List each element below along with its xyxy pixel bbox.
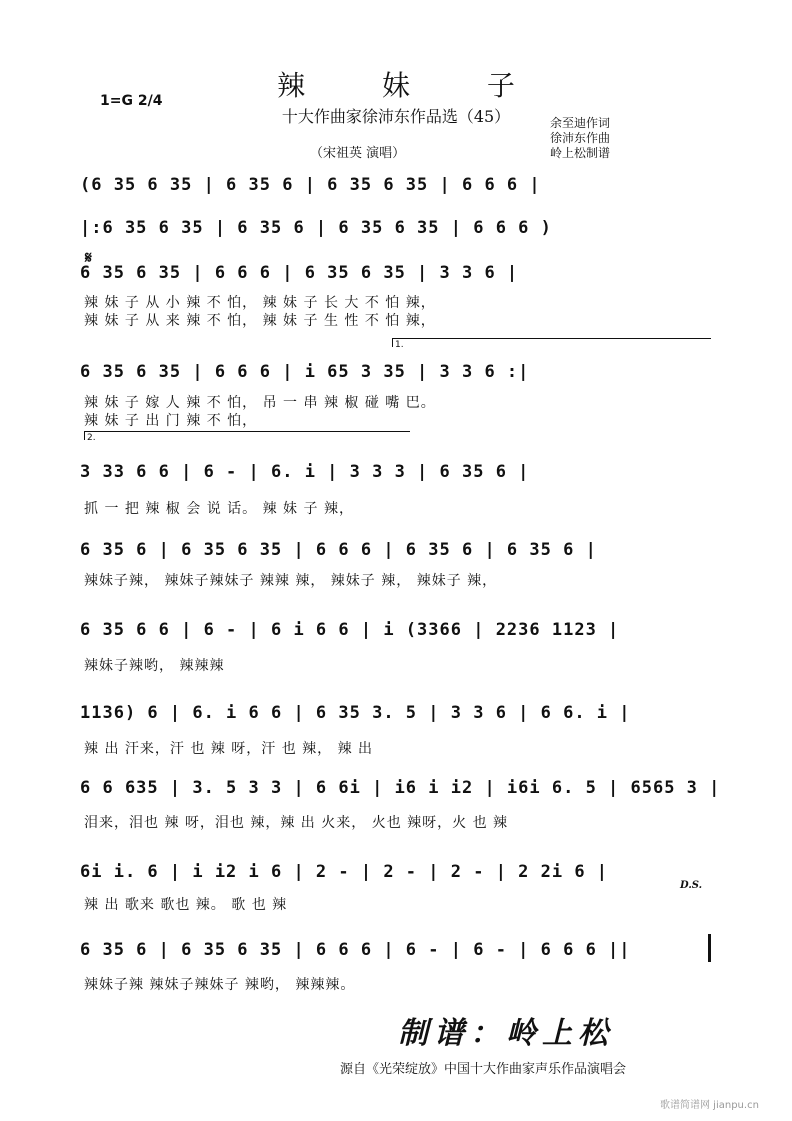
ds-mark: D.S. xyxy=(680,880,703,891)
song-title: 辣 妹 子 xyxy=(277,69,549,102)
score-line-1: (6 35 6 35 | 6 35 6 | 6 35 6 35 | 6 6 6 | xyxy=(80,175,541,195)
score-line-11: 6 35 6 | 6 35 6 35 | 6 6 6 | 6 - | 6 - | 6 6 6 || xyxy=(80,940,631,960)
watermark: 歌谱简谱网 jianpu.cn xyxy=(660,1100,759,1111)
final-barline xyxy=(708,934,711,962)
lyric-line-8: 辣 出 汗来，汗 也 辣 呀，汗 也 辣， 辣 出 xyxy=(84,741,374,757)
transcriber-credit: 岭上松制谱 xyxy=(550,146,611,160)
segno-sign: 𝄋 xyxy=(85,248,92,267)
key-signature: 1=G 2/4 xyxy=(100,93,163,109)
score-line-8: 1136) 6 | 6. i 6 6 | 6 35 3. 5 | 3 3 6 | 6 6. i | xyxy=(80,703,631,723)
lyric-line-11: 辣妹子辣 辣妹子辣妹子 辣哟， 辣辣辣。 xyxy=(84,977,356,993)
volta-bracket-2 xyxy=(84,431,410,440)
lyric-line-4a: 辣 妹 子 嫁 人 辣 不 怕， 吊 一 串 辣 椒 碰 嘴 巴。 xyxy=(84,395,436,411)
source-note: 源自《光荣绽放》中国十大作曲家声乐作品演唱会 xyxy=(340,1062,627,1077)
lyric-line-3b: 辣 妹 子 从 来 辣 不 怕， 辣 妹 子 生 性 不 怕 辣， xyxy=(84,313,436,329)
lyric-line-10: 辣 出 歌来 歌也 辣。 歌 也 辣 xyxy=(84,897,288,913)
lyric-line-5: 抓 一 把 辣 椒 会 说 话。 辣 妹 子 辣， xyxy=(84,501,354,517)
credits xyxy=(550,116,610,161)
score-line-6: 6 35 6 | 6 35 6 35 | 6 6 6 | 6 35 6 | 6 35 6 | xyxy=(80,540,597,560)
score-line-7: 6 35 6 6 | 6 - | 6 i 6 6 | i (3366 | 2236 1123 | xyxy=(80,620,620,640)
score-line-5: 3 33 6 6 | 6 - | 6. i | 3 3 3 | 6 35 6 | xyxy=(80,462,530,482)
score-line-3: 6 35 6 35 | 6 6 6 | 6 35 6 35 | 3 3 6 | xyxy=(80,263,519,283)
score-line-9: 6 6 635 | 3. 5 3 3 | 6 6i | i6 i i2 | i6i 6. 5 | 6565 3 | xyxy=(80,778,721,798)
lyric-line-7: 辣妹子辣哟， 辣辣辣 xyxy=(84,658,225,674)
volta-number-1: 1. xyxy=(395,340,404,350)
transcriber-signature: 制谱：岭上松 xyxy=(398,1016,614,1051)
score-line-2: |:6 35 6 35 | 6 35 6 | 6 35 6 35 | 6 6 6 ) xyxy=(80,218,552,238)
lyric-line-4b: 辣 妹 子 出 门 辣 不 怕， xyxy=(84,413,258,429)
score-line-10: 6i i. 6 | i i2 i 6 | 2 - | 2 - | 2 - | 2 2i 6 | xyxy=(80,862,609,882)
singer-credit: （宋祖英 演唱） xyxy=(310,146,406,161)
lyricist-credit: 余至迪作词 xyxy=(550,116,611,130)
subtitle: 十大作曲家徐沛东作品选（45） xyxy=(281,107,511,126)
composer-credit: 徐沛东作曲 xyxy=(550,131,611,145)
volta-bracket-1 xyxy=(392,338,711,347)
lyric-line-9: 泪来，泪也 辣 呀，泪也 辣，辣 出 火来， 火也 辣呀，火 也 辣 xyxy=(84,815,509,831)
lyric-line-6: 辣妹子辣， 辣妹子辣妹子 辣辣 辣， 辣妹子 辣， 辣妹子 辣， xyxy=(84,573,498,589)
lyric-line-3a: 辣 妹 子 从 小 辣 不 怕， 辣 妹 子 长 大 不 怕 辣， xyxy=(84,295,436,311)
volta-number-2: 2. xyxy=(87,433,96,443)
score-line-4: 6 35 6 35 | 6 6 6 | i 65 3 35 | 3 3 6 :| xyxy=(80,362,530,382)
